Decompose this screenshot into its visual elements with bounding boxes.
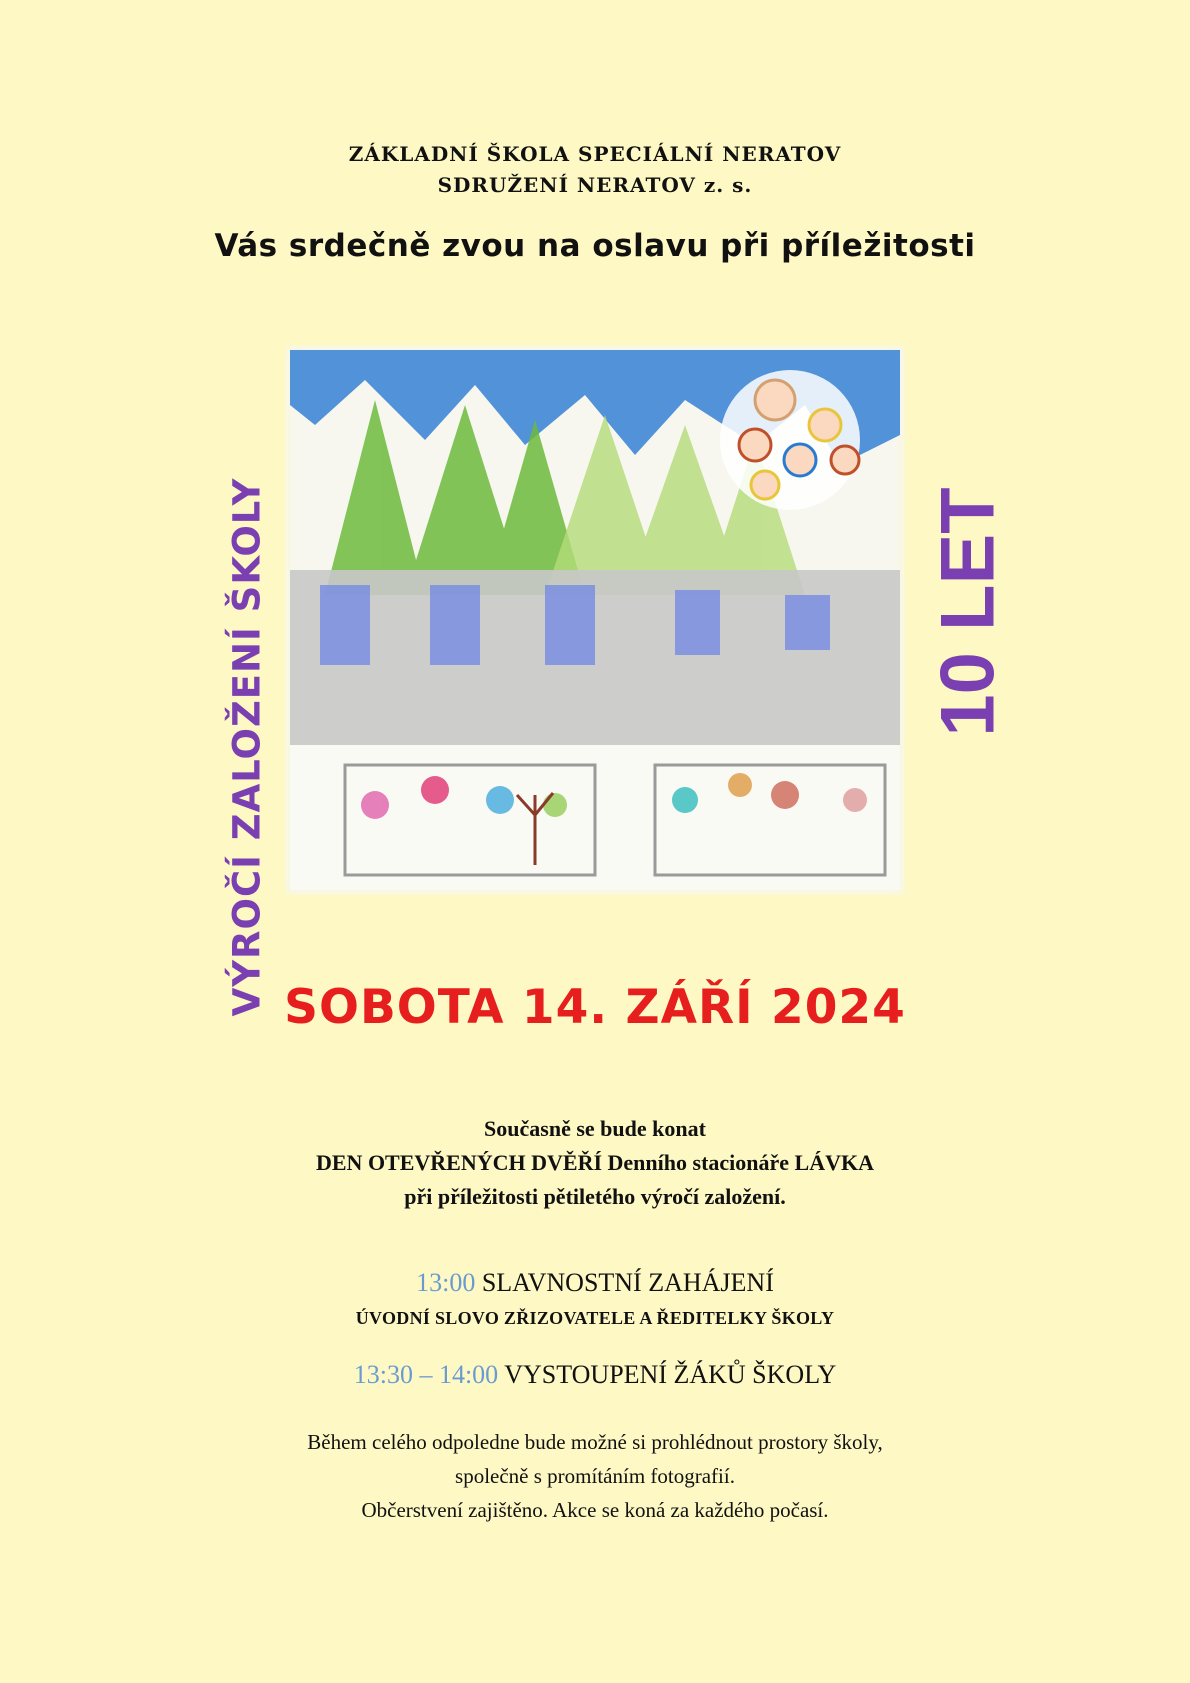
program-item-1-title: SLAVNOSTNÍ ZAHÁJENÍ — [481, 1268, 774, 1297]
program-item-2-time: 13:30 – 14:00 — [353, 1360, 499, 1389]
info-line-2: DEN OTEVŘENÝCH DVĚŘÍ Denního stacionáře LÁVKA — [316, 1150, 874, 1175]
anniversary-vertical-text: VÝROČÍ ZALOŽENÍ ŠKOLY — [225, 477, 269, 1017]
program-item-1 — [0, 1268, 1190, 1298]
info-line-1: Současně se bude konat — [484, 1116, 706, 1141]
event-date: SOBOTA 14. ZÁŘÍ 2024 — [284, 980, 906, 1035]
program-item-2-title: VYSTOUPENÍ ŽÁKŮ ŠKOLY — [504, 1360, 837, 1389]
invitation-heading: Vás srdečně zvou na oslavu při příležitosti — [214, 228, 976, 264]
program-item-2 — [0, 1360, 1190, 1390]
note-line-2: společně s promítáním fotografií. — [455, 1464, 735, 1488]
children-faces-group — [720, 370, 860, 510]
org-line-1: ZÁKLADNÍ ŠKOLA SPECIÁLNÍ NERATOV — [348, 142, 842, 166]
note-line-3: Občerstvení zajištěno. Akce se koná za každého počasí. — [361, 1498, 829, 1522]
info-line-3: při příležitosti pětiletého výročí založení. — [404, 1184, 786, 1209]
program-item-1-subtitle: ÚVODNÍ SLOVO ZŘIZOVATELE A ŘEDITELKY ŠKOLY — [355, 1308, 835, 1328]
program-item-1-time: 13:00 — [416, 1268, 476, 1297]
org-line-2: SDRUŽENÍ NERATOV z. s. — [437, 173, 753, 197]
child-drawing-image — [285, 345, 905, 895]
note-line-1: Během celého odpoledne bude možné si prohlédnout prostory školy, — [307, 1430, 883, 1454]
years-vertical-text: 10 LET — [925, 487, 1011, 737]
